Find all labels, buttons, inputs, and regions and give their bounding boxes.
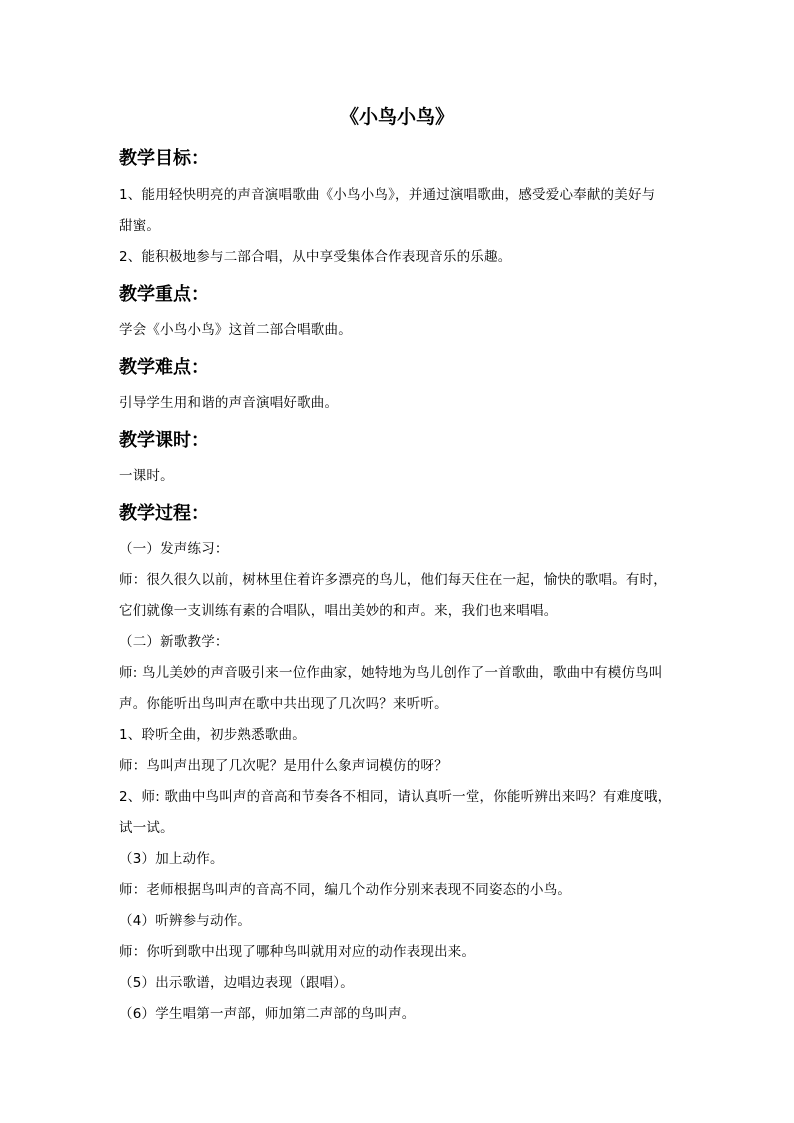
section-body-process — [119, 534, 677, 1030]
section-body-key-points — [119, 315, 677, 346]
paragraph-line: 师：很久很久以前，树林里住着许多漂亮的鸟儿，他们每天住在一起，愉快的歌唱。有时， — [119, 572, 667, 588]
paragraph-line: 学会《小鸟小鸟》这首二部合唱歌曲。 — [119, 322, 352, 338]
paragraph-line: 引导学生用和谐的声音演唱好歌曲。 — [119, 395, 339, 411]
paragraph-line: （二）新歌教学： — [119, 634, 229, 650]
paragraph-line: 1、能用轻快明亮的声音演唱歌曲《小鸟小鸟》，并通过演唱歌曲，感受爱心奉献的美好与 — [119, 187, 656, 203]
section-heading-objectives: 教学目标： — [119, 148, 209, 169]
section-heading-difficulties: 教学难点： — [119, 357, 209, 378]
document-title: 《小鸟小鸟》 — [339, 106, 454, 128]
paragraph-line: 它们就像一支训练有素的合唱队，唱出美妙的和声。来，我们也来唱唱。 — [119, 603, 558, 619]
section-body-class-hours — [119, 461, 677, 492]
paragraph-line: 甜蜜。 — [119, 218, 161, 234]
paragraph-line: （6）学生唱第一声部，师加第二声部的鸟叫声。 — [119, 1006, 416, 1022]
section-body-objectives — [119, 180, 677, 273]
section-heading-key-points: 教学重点： — [119, 284, 209, 305]
paragraph-line: 一课时。 — [119, 468, 174, 484]
paragraph-line: 师：老师根据鸟叫声的音高不同，编几个动作分别来表现不同姿态的小鸟。 — [119, 882, 572, 898]
section-body-difficulties — [119, 388, 677, 419]
paragraph-line: 2、能积极地参与二部合唱，从中享受集体合作表现音乐的乐趣。 — [119, 249, 512, 265]
paragraph-line: （5）出示歌谱，边唱边表现（跟唱）。 — [119, 975, 354, 991]
section-heading-process: 教学过程： — [119, 503, 209, 524]
paragraph-line: （3）加上动作。 — [119, 851, 224, 867]
paragraph-line: 声。你能听出鸟叫声在歌中共出现了几次吗？来听听。 — [119, 696, 448, 712]
paragraph-line: 1、聆听全曲，初步熟悉歌曲。 — [119, 727, 306, 743]
paragraph-line: 师：鸟叫声出现了几次呢？是用什么象声词模仿的呀？ — [119, 758, 448, 774]
paragraph-line: 师：你听到歌中出现了哪种鸟叫就用对应的动作表现出来。 — [119, 944, 476, 960]
paragraph-line: 师: 鸟儿美妙的声音吸引来一位作曲家，她特地为鸟儿创作了一首歌曲，歌曲中有模仿鸟叫 — [119, 665, 663, 681]
section-heading-class-hours: 教学课时： — [119, 430, 209, 451]
paragraph-line: （4）听辨参与动作。 — [119, 913, 252, 929]
paragraph-line: 2、师: 歌曲中鸟叫声的音高和节奏各不相同，请认真听一堂，你能听辨出来吗？有难度哦， — [119, 789, 672, 805]
paragraph-line: （一）发声练习： — [119, 541, 229, 557]
paragraph-line: 试一试。 — [119, 820, 174, 836]
